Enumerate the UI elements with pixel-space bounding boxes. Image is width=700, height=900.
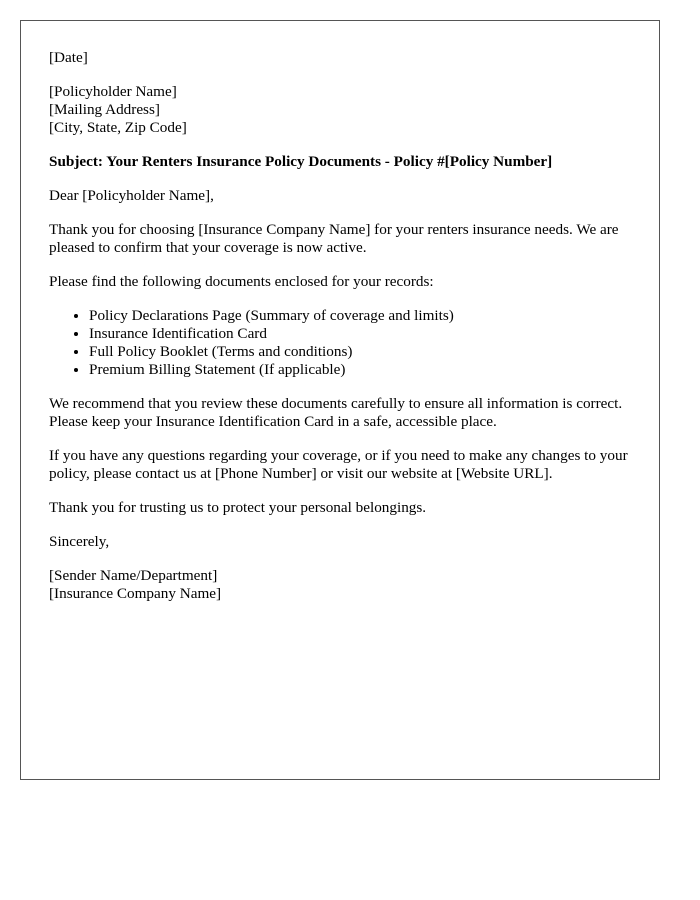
recipient-mailing-address: [Mailing Address] bbox=[49, 101, 160, 118]
review-paragraph: We recommend that you review these documents carefully to ensure all information is correct. Please keep your Insurance Identification Card in a safe, accessible place. bbox=[49, 395, 623, 430]
letter-page bbox=[20, 20, 660, 780]
recipient-address bbox=[49, 83, 631, 137]
list-item: • Full Policy Booklet (Terms and conditions) bbox=[89, 343, 631, 361]
letter-salutation: Dear [Policyholder Name], bbox=[49, 187, 214, 204]
list-item: • Premium Billing Statement (If applicable) bbox=[89, 361, 631, 379]
contact-paragraph: If you have any questions regarding your coverage, or if you need to make any changes to your policy, please contact us at [Phone Number] or visit our website at [Website URL]. bbox=[49, 447, 628, 482]
list-item: • Policy Declarations Page (Summary of coverage and limits) bbox=[89, 307, 631, 325]
enclosures-intro: Please find the following documents enclosed for your records: bbox=[49, 273, 434, 290]
sender-company: [Insurance Company Name] bbox=[49, 585, 222, 602]
thanks-paragraph: Thank you for trusting us to protect your personal belongings. bbox=[49, 499, 427, 516]
intro-paragraph: Thank you for choosing [Insurance Company Name] for your renters insurance needs. We are pleased to confirm that your coverage is now active. bbox=[49, 221, 619, 256]
enclosures-list bbox=[49, 307, 631, 379]
letter-date: [Date] bbox=[49, 49, 88, 66]
recipient-city-state-zip: [City, State, Zip Code] bbox=[49, 119, 187, 136]
sign-off: Sincerely, bbox=[49, 533, 110, 550]
list-item: • Insurance Identification Card bbox=[89, 325, 631, 343]
sender-signature bbox=[49, 567, 631, 603]
sender-name: [Sender Name/Department] bbox=[49, 567, 218, 584]
recipient-name: [Policyholder Name] bbox=[49, 83, 177, 100]
letter-subject: Subject: Your Renters Insurance Policy Documents - Policy #[Policy Number] bbox=[49, 153, 553, 170]
